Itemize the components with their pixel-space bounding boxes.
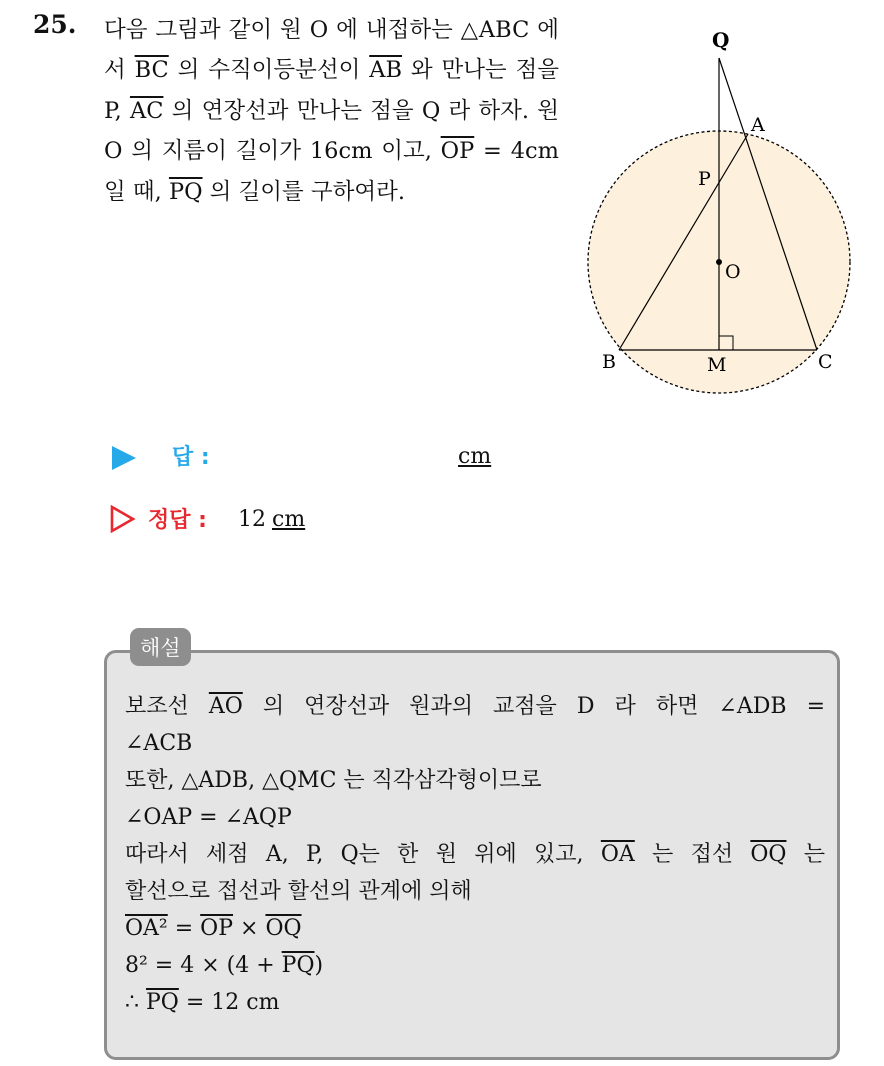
solution-line [125,910,825,947]
geometry-figure [580,20,860,400]
solution-line [125,799,825,836]
text-segment: 또한, △ADB, △QMC 는 직각삼각형이므로 [125,768,542,793]
text-segment: 는 접선 [634,842,751,867]
answer-label: 답 : [172,445,210,470]
overlined-segment: $\overline{PQ}$ [146,990,179,1015]
correct-answer-row [110,503,610,543]
label-a: A [751,114,765,136]
text-segment: 의 연장선과 원과의 교점을 D 라 하면 ∠ADB = [242,694,826,719]
solution-body [125,688,825,1021]
answer-row [110,440,610,480]
text-segment: = 4cm 일 때, [104,138,559,205]
label-b: B [602,351,616,373]
text-segment: 는 [786,842,825,867]
overlined-segment: $\overline{OP}$ [440,138,475,165]
text-segment: 보조선 [125,694,209,719]
overlined-segment: $\overline{PQ}$ [281,953,315,978]
correct-answer-label: 정답 : [148,508,207,533]
text-segment: 할선으로 접선과 할선의 관계에 의해 [125,879,472,904]
solution-line [125,762,825,799]
solution-line [125,725,825,762]
text-segment: × [233,916,266,941]
label-o: O [725,261,741,283]
play-icon [112,446,136,470]
label-c: C [818,351,833,373]
label-m: M [707,354,727,376]
solution-line [125,947,825,984]
overlined-segment: $\overline{OA}$ [600,842,635,867]
solution-line [125,688,825,725]
solution-line [125,873,825,910]
question-number: 25. [33,10,77,39]
overlined-segment: OA² [125,916,168,941]
overlined-segment: $\overline{BC}$ [134,57,169,84]
overlined-segment: $\overline{AB}$ [369,57,403,84]
overlined-segment: $\overline{AC}$ [129,97,164,124]
text-segment: = [167,916,201,941]
text-segment: ) [314,953,324,978]
text-segment: ∴ [125,990,146,1015]
overlined-segment: $\overline{OQ}$ [265,916,302,941]
text-segment: 의 수직이등분선이 [168,57,370,84]
overlined-segment: $\overline{AO}$ [208,694,243,719]
center-dot [716,259,722,265]
correct-answer-value [238,507,305,532]
text-segment: ∠ACB [125,731,193,756]
triangle-outline-icon [110,505,136,533]
solution-line [125,836,825,873]
correct-value-number: 12 [238,507,266,532]
overlined-segment: $\overline{OQ}$ [750,842,787,867]
overlined-segment: $\overline{OP}$ [200,916,234,941]
text-segment: 의 길이를 구하여라. [202,178,406,205]
question-text [104,10,559,212]
text-segment: = 12 cm [178,990,280,1015]
label-p: P [698,168,711,190]
text-segment: 의 연장선과 만나는 점을 Q 라 하자. 원 O 의 지름이 길이가 16cm 이고, [104,97,559,165]
text-segment: ∠OAP = ∠AQP [125,805,292,830]
text-segment: 8² = 4 × (4 + [125,953,282,978]
label-q: Q [712,28,730,52]
solution-tab: 해설 [130,628,191,666]
correct-value-unit: cm [272,507,306,532]
answer-unit: cm [458,444,492,469]
solution-line [125,984,825,1021]
text-segment: 따라서 세점 A, P, Q는 한 원 위에 있고, [125,842,601,867]
overlined-segment: $\overline{PQ}$ [168,178,203,205]
text-segment: 다음 그림과 같이 원 O 에 내접하는 △ABC 에서 [104,17,559,84]
text-segment: 와 만나는 점을 P, [104,57,559,124]
